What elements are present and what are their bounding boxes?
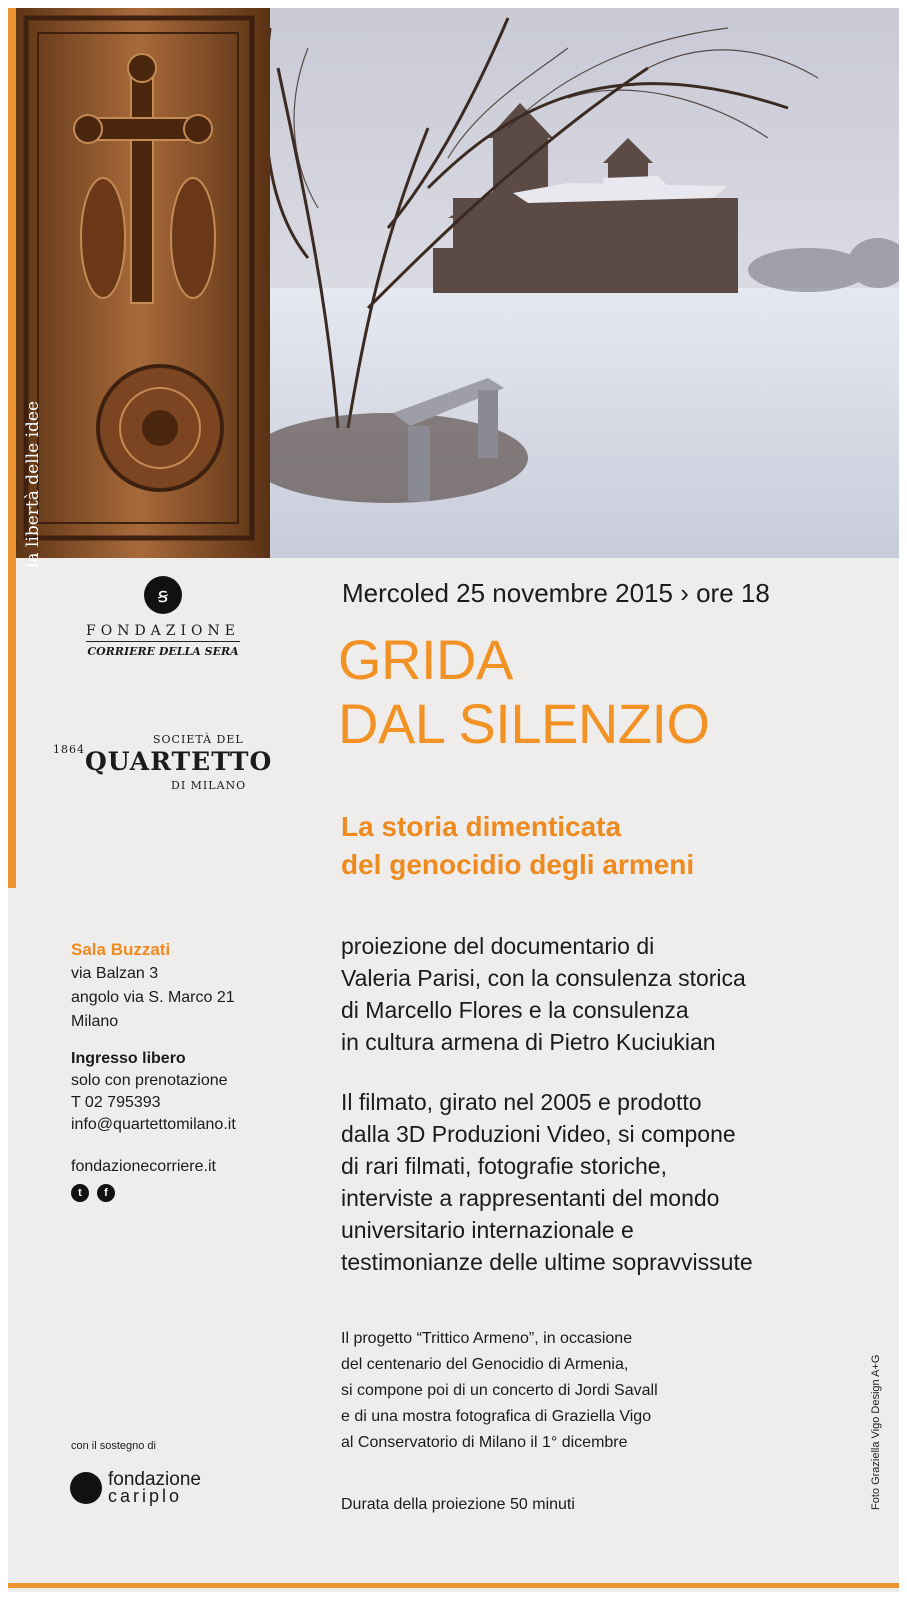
facebook-icon[interactable]: f xyxy=(97,1184,115,1202)
description-line: Valeria Parisi, con la consulenza storica xyxy=(341,965,746,991)
event-title xyxy=(338,628,710,756)
description-line: al Conservatorio di Milano il 1° dicembre xyxy=(341,1434,628,1451)
social-links xyxy=(71,1184,115,1202)
description-line: testimonianze delle ultime sopravvissute xyxy=(341,1249,753,1275)
description-line: e di una mostra fotografica di Graziella Vigo xyxy=(341,1408,652,1425)
subtitle-line-1: La storia dimenticata xyxy=(341,811,622,842)
photo-credit: Foto Graziella Vigo Design A+G xyxy=(870,1354,882,1510)
entry-title: Ingresso libero xyxy=(71,1050,186,1067)
venue-address-1: via Balzan 3 xyxy=(71,965,159,982)
description-line: in cultura armena di Pietro Kuciukian xyxy=(341,1029,716,1055)
entry-email[interactable]: info@quartettomilano.it xyxy=(71,1116,236,1133)
description-film xyxy=(341,1086,753,1278)
description-line: di rari filmati, fotografie storiche, xyxy=(341,1153,667,1179)
quartetto-top-text: SOCIETÀ DEL xyxy=(153,733,244,746)
title-line-1: GRIDA xyxy=(338,628,513,691)
description-line: dalla 3D Produzioni Video, si compone xyxy=(341,1121,736,1147)
bottom-rule xyxy=(8,1583,899,1588)
fondazione-corriere-logo xyxy=(68,576,258,658)
duration-text: Durata della proiezione 50 minuti xyxy=(341,1496,575,1513)
subtitle-line-2: del genocidio degli armeni xyxy=(341,849,695,880)
website-link[interactable]: fondazionecorriere.it xyxy=(71,1158,216,1175)
event-datetime: Mercoled 25 novembre 2015 › ore 18 xyxy=(342,578,770,608)
entry-info xyxy=(71,1048,236,1136)
title-line-2: DAL SILENZIO xyxy=(338,692,710,755)
venue-city: Milano xyxy=(71,1013,119,1030)
support-label: con il sostegno di xyxy=(71,1440,156,1452)
description-line: del centenario del Genocidio di Armenia, xyxy=(341,1356,629,1373)
description-line: di Marcello Flores e la consulenza xyxy=(341,997,689,1023)
entry-line: solo con prenotazione xyxy=(71,1072,228,1089)
hero-photo xyxy=(8,8,899,558)
tagline: la libertà delle idee xyxy=(23,400,43,568)
description-project xyxy=(341,1326,658,1456)
cariplo-line-2: cariplo xyxy=(108,1486,183,1506)
corriere-wordmark: CORRIERE DELLA SERA xyxy=(87,645,239,658)
quartetto-logo xyxy=(53,733,273,803)
venue-name: Sala Buzzati xyxy=(71,940,171,959)
venue-info xyxy=(71,938,235,1034)
event-subtitle xyxy=(341,808,694,884)
quartetto-bottom-text: DI MILANO xyxy=(171,779,247,792)
description-line: universitario internazionale e xyxy=(341,1217,634,1243)
description-line: interviste a rappresentanti del mondo xyxy=(341,1185,720,1211)
description-line: Il filmato, girato nel 2005 e prodotto xyxy=(341,1089,702,1115)
quartetto-year: 1864 xyxy=(53,743,85,756)
description-line: proiezione del documentario di xyxy=(341,933,655,959)
venue-address-2: angolo via S. Marco 21 xyxy=(71,989,235,1006)
description-documentary xyxy=(341,930,746,1058)
fondazione-logo-icon: ꞩ xyxy=(144,576,182,614)
cariplo-line-1: fondazione xyxy=(108,1469,201,1490)
poster xyxy=(8,8,899,1592)
twitter-icon[interactable]: t xyxy=(71,1184,89,1202)
entry-phone: T 02 795393 xyxy=(71,1094,161,1111)
cariplo-seal-icon xyxy=(70,1472,102,1504)
quartetto-wordmark: QUARTETTO xyxy=(85,747,273,776)
church-photo-icon xyxy=(8,8,899,558)
description-line: Il progetto “Trittico Armeno”, in occasione xyxy=(341,1330,633,1347)
orange-side-band xyxy=(8,8,16,888)
description-line: si compone poi di un concerto di Jordi Savall xyxy=(341,1382,658,1399)
fondazione-word: FONDAZIONE xyxy=(86,623,240,642)
cariplo-logo xyxy=(70,1471,201,1505)
